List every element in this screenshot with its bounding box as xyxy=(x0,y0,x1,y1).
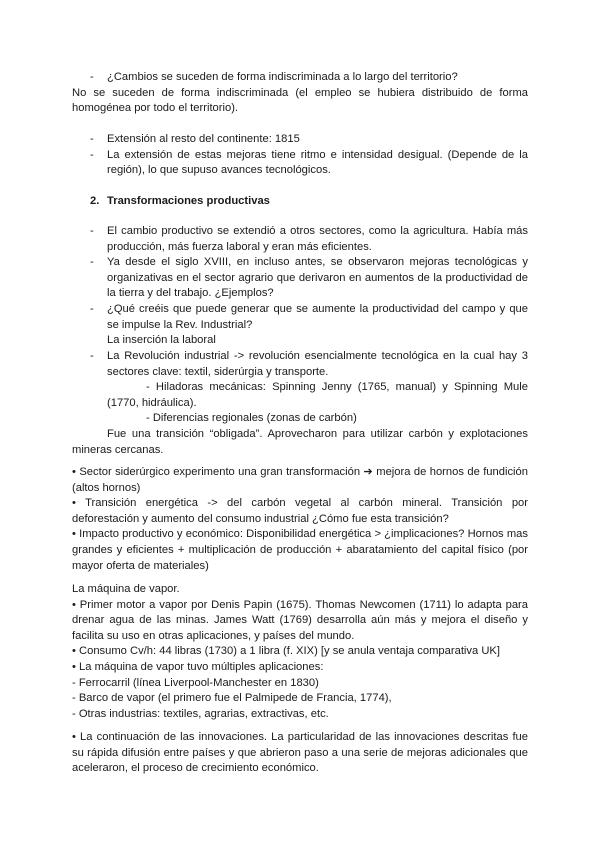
section-steam-engine xyxy=(72,582,528,722)
bullet-item: • Impacto productivo y económico: Disponibilidad energética > ¿implicaciones? Hornos mas grandes y eficientes + multiplicación de producción + abaratamiento del capital físico (por mayor oferta de materiales) xyxy=(72,528,528,572)
list-item: - El cambio productivo se extendió a otros sectores, como la agricultura. Había más producción, más fuerza laboral y eran más eficientes. xyxy=(90,225,528,253)
section-productive-list xyxy=(72,224,528,349)
steam-title: La máquina de vapor. xyxy=(72,583,180,595)
answer-paragraph: No se suceden de forma indiscriminada (el empleo se hubiera distribuido de forma homogénea por todo el territorio). xyxy=(72,86,528,115)
insertion-note: La inserción la laboral xyxy=(107,334,216,347)
list-item: - La Revolución industrial -> revolución esencialmente tecnológica en la cual hay 3 sectores clave: textil, siderúrgia y transporte. xyxy=(90,350,528,378)
bullet-item: • Sector siderúrgico experimento una gran transformación ➔ mejora de hornos de fundición (altos hornos) xyxy=(72,466,528,494)
section-title: 2. Transformaciones productivas xyxy=(90,195,270,207)
section-revolution xyxy=(72,349,528,458)
section-conclusion xyxy=(72,730,528,777)
section-territory xyxy=(72,70,528,117)
section-extension xyxy=(72,132,528,179)
steam-line: - Ferrocarril (línea Liverpool-Manchester en 1830) xyxy=(72,676,319,689)
transition-paragraph: Fue una transición “obligada”. Aprovecharon para utilizar carbón y explotaciones mineras cercanas. xyxy=(72,427,528,456)
section-heading xyxy=(72,194,528,210)
steam-line: - Barco de vapor (el primero fue el Palmipede de Francia, 1774), xyxy=(72,692,392,705)
steam-line: • Primer motor a vapor por Denis Papin (1675). Thomas Newcomen (1711) lo adapta para drenar agua de las minas. James Watt (1769) desarrolla aún más y mejora el diseño y facilita su uso en otras aplicaciones, y países del mundo. xyxy=(72,598,528,642)
list-item: - ¿Qué creéis que puede generar que se aumente la productividad del campo y que se impulse la Rev. Industrial? xyxy=(90,302,528,331)
list-item: - Ya desde el siglo XVIII, en incluso antes, se observaron mejoras tecnológicas y organizativas en el sector agrario que derivaron en aumentos de la productividad de la tierra y del trabajo. ¿Ejemplos? xyxy=(90,256,528,300)
list-item: - La extensión de estas mejoras tiene ritmo e intensidad desigual. (Depende de la región), lo que supuso avances tecnológicos. xyxy=(90,148,528,177)
list-item: - Extensión al resto del continente: 1815 xyxy=(90,133,300,145)
sub-item-spinning: - Hiladoras mecánicas: Spinning Jenny (1765, manual) y Spinning Mule (1770, hidráulica). xyxy=(107,381,528,409)
question-text: ¿Cambios se suceden de forma indiscriminada a lo largo del territorio? xyxy=(107,71,458,83)
conclusion-paragraph: • La continuación de las innovaciones. La particularidad de las innovaciones descritas fue su rápida difusión entre países y que abrieron paso a una serie de mejoras adicionales que aceleraron, el proceso de crecimiento económico. xyxy=(72,731,528,775)
steam-line: • Consumo Cv/h: 44 libras (1730) a 1 libra (f. XIX) [y se anula ventaja comparativa UK] xyxy=(72,645,500,658)
section-bullets xyxy=(72,465,528,574)
bullet-item: • Transición energética -> del carbón vegetal al carbón mineral. Transición por deforestación y aumento del consumo industrial ¿Cómo fue esta transición? xyxy=(72,497,528,525)
sub-item-regional: - Diferencias regionales (zonas de carbón) xyxy=(146,412,357,425)
steam-line: • La máquina de vapor tuvo múltiples aplicaciones: xyxy=(72,660,324,673)
steam-line: - Otras industrias: textiles, agrarias, extractivas, etc. xyxy=(72,707,329,720)
question-item: - ¿Cambios se suceden de forma indiscriminada a lo largo del territorio? xyxy=(90,71,458,83)
